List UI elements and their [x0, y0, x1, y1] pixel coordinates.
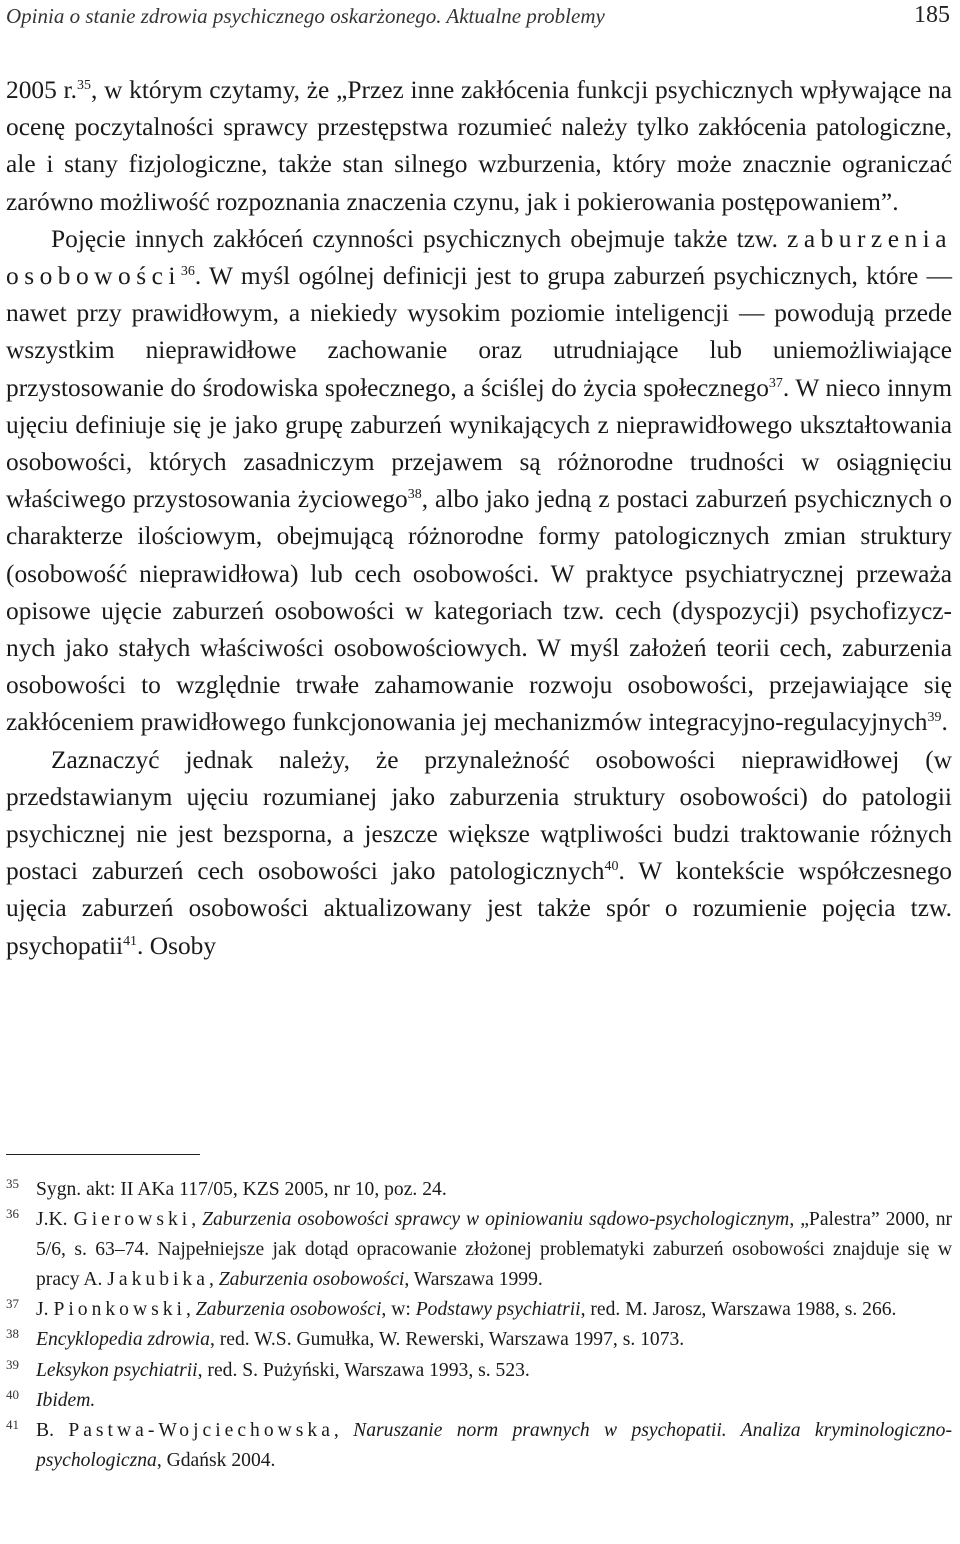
- text-run: , albo jako jedną z postaci zaburzeń psychicznych o charakterze ilościowym, obejmującą różnorodne formy patologicznych zmian struktury (osobowość nieprawidłowa) lub cech osobowości. W praktyce psychiatrycznej przeważa opisowe ujęcie zaburzeń osobowości w kategoriach tzw. cech (dyspozycji) psychofizycznych jako stałych właściwości osobowościowych. W myśl założeń teorii cech, zaburzenia osobowości to względnie trwałe zahamowanie rozwoju osobowości, przejawiające się zakłóceniem prawidłowego funkcjonowania jej mechanizmów integracyjno-regulacyjnych: [6, 485, 952, 737]
- footnote-text: J.K.: [36, 1209, 74, 1231]
- footnote-41: [6, 1416, 952, 1476]
- footnote-number: 39: [6, 1356, 19, 1372]
- footnote-text: Sygn. akt: II AKa 117/05, KZS 2005, nr 10, poz. 24.: [36, 1179, 447, 1200]
- footnote-number: 37: [6, 1296, 19, 1312]
- footnote-title: Zaburzenia osobowości sprawcy w opiniowaniu sądowo-psychologicznym: [202, 1209, 790, 1231]
- footnote-ref-41[interactable]: 41: [123, 933, 138, 949]
- footnotes: [6, 1175, 952, 1476]
- text-run: . Osoby: [137, 931, 217, 960]
- footnote-text: B.: [36, 1419, 69, 1441]
- footnote-37: [6, 1295, 952, 1325]
- page-header: [6, 0, 950, 34]
- text-run: Zaznaczyć jednak należy, że przynależność osobowości nieprawidłowej (w przedstawianym ujęciu rozumianej jako zaburzenia struktury osobowości) do patologii psychicznej nie jest bezsporna, a jeszcze większe wątpliwości budzi traktowanie różnych postaci zaburzeń cech osobowości jako patologicznych: [6, 745, 952, 886]
- footnote-text: ,: [191, 1209, 203, 1231]
- footnote-text: , „Palestra” 2000, nr 5/6, s. 63–74. Najpełniejsze jak dotąd opracowanie złożonej problematyki zaburzeń osobowości znajduje się w pracy A.: [36, 1209, 953, 1291]
- footnote-author: Gierowski: [73, 1209, 192, 1231]
- text-run: , w którym czytamy, że „Przez inne zakłócenia funkcji psychicznych wpływające na ocenę poczytalności sprawcy przestępstwa rozumieć należy tylko zakłócenia patologiczne, ale i stany fizjologiczne, także stan silnego wzburzenia, który może znacznie ograniczać zarówno możliwość rozpoznania znaczenia czynu, jak i pokierowania postępowaniem”.: [6, 76, 953, 216]
- footnote-39: [6, 1356, 952, 1386]
- footnote-author: Jakubika: [107, 1269, 209, 1291]
- footnote-text: , red. S. Pużyński, Warszawa 1993, s. 523.: [197, 1359, 530, 1381]
- footnote-text: ,: [185, 1299, 196, 1321]
- paragraph-2: [6, 221, 952, 742]
- footnote-number: 41: [6, 1416, 19, 1432]
- text-run: .: [941, 708, 948, 737]
- footnote-ref-35[interactable]: 35: [76, 77, 91, 93]
- spaced-term: zaburzenia osobowości: [6, 224, 952, 291]
- footnote-title: Ibidem.: [36, 1389, 96, 1411]
- footnote-ref-36[interactable]: 36: [180, 263, 195, 279]
- footnote-ref-37[interactable]: 37: [768, 375, 783, 391]
- footnote-text: , w:: [381, 1299, 416, 1321]
- footnote-ref-40[interactable]: 40: [604, 859, 619, 875]
- footnote-number: 40: [6, 1386, 19, 1402]
- footnote-title: Zaburzenia osobowości: [218, 1269, 405, 1291]
- main-text: [6, 72, 952, 965]
- footnote-36: [6, 1205, 952, 1295]
- footnote-author: Pastwa-Wojciechowska: [68, 1419, 334, 1441]
- text-run: 2005 r.: [6, 76, 77, 104]
- footnote-35: [6, 1175, 952, 1205]
- footnote-ref-38[interactable]: 38: [407, 487, 422, 503]
- text-run: . W nieco innym ujęciu definiuje się je jako grupę zaburzeń wynikających z nieprawidłowego ukształtowania osobowości, których zasadniczym przejawem są różnorodne trudności w osiągnięciu właściwego przystosowania życiowego: [6, 373, 952, 514]
- footnote-title: Naruszanie norm prawnych w psychopatii. Analiza kryminologiczno-psychologiczna: [36, 1419, 952, 1471]
- footnote-number: 38: [6, 1326, 19, 1342]
- footnote-divider: [6, 1154, 200, 1155]
- footnote-title: Podstawy psychiatrii: [415, 1299, 581, 1321]
- paragraph-1: [6, 72, 952, 221]
- paragraph-3: [6, 742, 952, 965]
- footnote-text: J.: [36, 1299, 54, 1321]
- footnote-text: , Warszawa 1999.: [404, 1269, 543, 1291]
- text-run: . W myśl ogólnej definicji jest to grupa zaburzeń psychicznych, które — nawet przy prawidłowym, a niekiedy wysokim poziomie inteligencji — powodują przede wszystkim nieprawidłowe zachowanie oraz utrudniające lub uniemożliwiające przystosowanie do środowiska społecznego, a ściślej do życia społecznego: [6, 262, 952, 402]
- footnote-ref-39[interactable]: 39: [927, 710, 942, 726]
- footnote-text: , Gdańsk 2004.: [156, 1449, 276, 1471]
- footnote-title: Leksykon psychiatrii: [36, 1359, 198, 1381]
- footnote-text: , red. W.S. Gumułka, W. Rewerski, Warszawa 1997, s. 1073.: [209, 1329, 685, 1351]
- footnote-40: [6, 1386, 952, 1416]
- footnote-number: 35: [6, 1176, 19, 1191]
- footnote-title: Zaburzenia osobowości: [195, 1299, 382, 1321]
- running-title: Opinia o stanie zdrowia psychicznego oskarżonego. Aktualne problemy: [6, 4, 605, 28]
- footnote-text: ,: [208, 1269, 219, 1291]
- footnote-38: [6, 1325, 952, 1355]
- page-number: 185: [914, 2, 950, 28]
- footnote-text: , red. M. Jarosz, Warszawa 1988, s. 266.: [580, 1299, 897, 1321]
- footnote-author: Pionkowski: [53, 1299, 186, 1321]
- text-run: Pojęcie innych zakłóceń czynności psychicznych obejmuje także tzw.: [51, 224, 788, 253]
- footnote-text: ,: [333, 1419, 354, 1441]
- footnote-number: 36: [6, 1206, 19, 1222]
- footnote-title: Encyklopedia zdrowia: [36, 1329, 210, 1351]
- text-run: . W kontekście współczesnego ujęcia zaburzeń osobowości aktualizowany jest także spór o rozumienie pojęcia tzw. psychopatii: [6, 857, 952, 960]
